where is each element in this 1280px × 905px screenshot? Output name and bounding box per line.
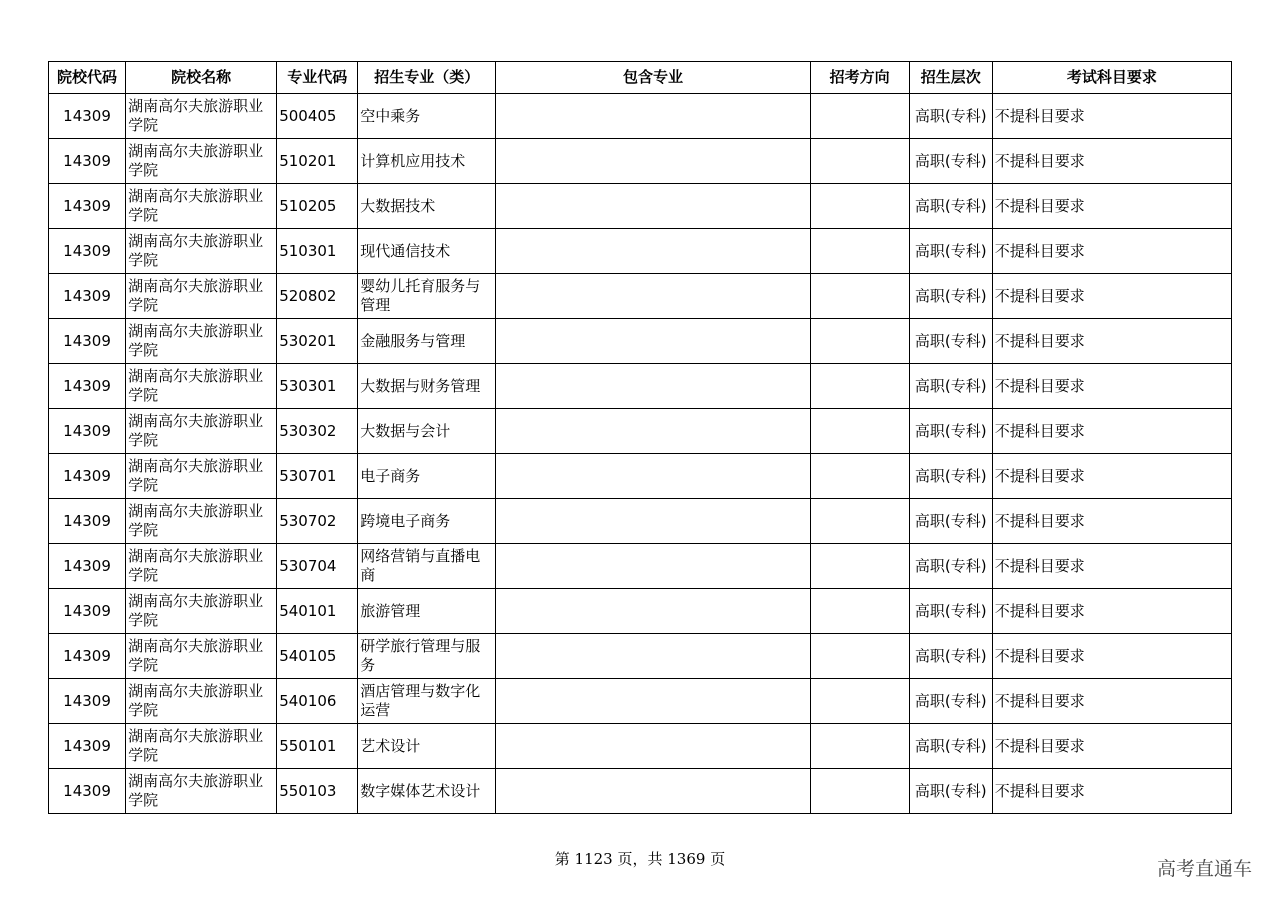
cell-school-name: 湖南高尔夫旅游职业学院	[126, 139, 277, 184]
cell-subject-requirement: 不提科目要求	[992, 679, 1231, 724]
cell-school-code: 14309	[49, 274, 126, 319]
cell-school-name: 湖南高尔夫旅游职业学院	[126, 319, 277, 364]
cell-level: 高职(专科)	[909, 364, 992, 409]
cell-major: 电子商务	[358, 454, 496, 499]
cell-subject-requirement: 不提科目要求	[992, 589, 1231, 634]
cell-included-majors	[496, 364, 810, 409]
cell-level: 高职(专科)	[909, 544, 992, 589]
cell-subject-requirement: 不提科目要求	[992, 319, 1231, 364]
cell-major: 数字媒体艺术设计	[358, 769, 496, 814]
cell-level: 高职(专科)	[909, 319, 992, 364]
cell-school-code: 14309	[49, 184, 126, 229]
cell-included-majors	[496, 229, 810, 274]
cell-school-code: 14309	[49, 679, 126, 724]
cell-school-name: 湖南高尔夫旅游职业学院	[126, 724, 277, 769]
cell-major-code: 540106	[277, 679, 358, 724]
cell-school-name: 湖南高尔夫旅游职业学院	[126, 634, 277, 679]
cell-major-code: 550103	[277, 769, 358, 814]
cell-major-code: 540101	[277, 589, 358, 634]
cell-major-code: 530704	[277, 544, 358, 589]
cell-included-majors	[496, 634, 810, 679]
cell-subject-requirement: 不提科目要求	[992, 274, 1231, 319]
cell-school-name: 湖南高尔夫旅游职业学院	[126, 229, 277, 274]
cell-school-code: 14309	[49, 499, 126, 544]
page-number: 第 1123 页，共 1369 页	[554, 850, 726, 868]
cell-included-majors	[496, 274, 810, 319]
cell-major: 网络营销与直播电商	[358, 544, 496, 589]
cell-major: 艺术设计	[358, 724, 496, 769]
cell-included-majors	[496, 184, 810, 229]
cell-major: 旅游管理	[358, 589, 496, 634]
cell-major-code: 510205	[277, 184, 358, 229]
cell-school-name: 湖南高尔夫旅游职业学院	[126, 94, 277, 139]
table-row	[49, 454, 1232, 499]
cell-direction	[810, 454, 909, 499]
cell-major-code: 530201	[277, 319, 358, 364]
table-row	[49, 364, 1232, 409]
cell-subject-requirement: 不提科目要求	[992, 364, 1231, 409]
cell-level: 高职(专科)	[909, 769, 992, 814]
cell-major-code: 530301	[277, 364, 358, 409]
cell-level: 高职(专科)	[909, 274, 992, 319]
cell-included-majors	[496, 139, 810, 184]
cell-level: 高职(专科)	[909, 499, 992, 544]
cell-direction	[810, 229, 909, 274]
cell-school-code: 14309	[49, 229, 126, 274]
cell-school-code: 14309	[49, 769, 126, 814]
cell-school-name: 湖南高尔夫旅游职业学院	[126, 679, 277, 724]
cell-school-code: 14309	[49, 724, 126, 769]
cell-level: 高职(专科)	[909, 589, 992, 634]
cell-level: 高职(专科)	[909, 139, 992, 184]
cell-direction	[810, 274, 909, 319]
cell-major-code: 510301	[277, 229, 358, 274]
cell-major-code: 530701	[277, 454, 358, 499]
header-row	[49, 62, 1232, 94]
cell-major: 大数据技术	[358, 184, 496, 229]
cell-level: 高职(专科)	[909, 229, 992, 274]
table-row	[49, 139, 1232, 184]
cell-direction	[810, 679, 909, 724]
cell-level: 高职(专科)	[909, 184, 992, 229]
cell-included-majors	[496, 409, 810, 454]
cell-school-code: 14309	[49, 454, 126, 499]
cell-school-code: 14309	[49, 139, 126, 184]
cell-direction	[810, 364, 909, 409]
table-row	[49, 274, 1232, 319]
cell-direction	[810, 139, 909, 184]
cell-subject-requirement: 不提科目要求	[992, 544, 1231, 589]
cell-included-majors	[496, 454, 810, 499]
header-major-code: 专业代码	[277, 62, 358, 94]
cell-direction	[810, 544, 909, 589]
header-school-code: 院校代码	[49, 62, 126, 94]
cell-direction	[810, 634, 909, 679]
cell-school-code: 14309	[49, 544, 126, 589]
header-school-name: 院校名称	[126, 62, 277, 94]
cell-major: 大数据与会计	[358, 409, 496, 454]
cell-school-name: 湖南高尔夫旅游职业学院	[126, 499, 277, 544]
cell-level: 高职(专科)	[909, 94, 992, 139]
cell-subject-requirement: 不提科目要求	[992, 769, 1231, 814]
cell-subject-requirement: 不提科目要求	[992, 499, 1231, 544]
cell-level: 高职(专科)	[909, 634, 992, 679]
cell-subject-requirement: 不提科目要求	[992, 184, 1231, 229]
header-subject-requirement: 考试科目要求	[992, 62, 1231, 94]
cell-included-majors	[496, 679, 810, 724]
cell-major-code: 520802	[277, 274, 358, 319]
table-row	[49, 679, 1232, 724]
cell-major: 跨境电子商务	[358, 499, 496, 544]
cell-subject-requirement: 不提科目要求	[992, 454, 1231, 499]
cell-subject-requirement: 不提科目要求	[992, 724, 1231, 769]
table-row	[49, 769, 1232, 814]
cell-major-code: 510201	[277, 139, 358, 184]
cell-included-majors	[496, 94, 810, 139]
cell-level: 高职(专科)	[909, 679, 992, 724]
cell-direction	[810, 724, 909, 769]
cell-level: 高职(专科)	[909, 724, 992, 769]
cell-school-code: 14309	[49, 94, 126, 139]
cell-school-name: 湖南高尔夫旅游职业学院	[126, 409, 277, 454]
cell-school-code: 14309	[49, 634, 126, 679]
cell-major: 婴幼儿托育服务与管理	[358, 274, 496, 319]
cell-major-code: 540105	[277, 634, 358, 679]
cell-major: 空中乘务	[358, 94, 496, 139]
cell-major: 大数据与财务管理	[358, 364, 496, 409]
cell-school-code: 14309	[49, 319, 126, 364]
cell-level: 高职(专科)	[909, 454, 992, 499]
cell-school-code: 14309	[49, 364, 126, 409]
cell-subject-requirement: 不提科目要求	[992, 94, 1231, 139]
watermark: 高考直通车	[1156, 858, 1252, 880]
table-row	[49, 409, 1232, 454]
cell-major-code: 500405	[277, 94, 358, 139]
cell-direction	[810, 589, 909, 634]
cell-direction	[810, 409, 909, 454]
cell-direction	[810, 319, 909, 364]
cell-major-code: 530302	[277, 409, 358, 454]
header-level: 招生层次	[909, 62, 992, 94]
cell-subject-requirement: 不提科目要求	[992, 409, 1231, 454]
cell-major: 研学旅行管理与服务	[358, 634, 496, 679]
cell-included-majors	[496, 544, 810, 589]
cell-major: 金融服务与管理	[358, 319, 496, 364]
cell-direction	[810, 94, 909, 139]
table-row	[49, 544, 1232, 589]
table-row	[49, 589, 1232, 634]
cell-school-name: 湖南高尔夫旅游职业学院	[126, 454, 277, 499]
table-row	[49, 634, 1232, 679]
cell-school-name: 湖南高尔夫旅游职业学院	[126, 589, 277, 634]
table-row	[49, 94, 1232, 139]
cell-included-majors	[496, 319, 810, 364]
cell-school-name: 湖南高尔夫旅游职业学院	[126, 184, 277, 229]
cell-school-code: 14309	[49, 589, 126, 634]
table-row	[49, 724, 1232, 769]
cell-major: 现代通信技术	[358, 229, 496, 274]
cell-major-code: 550101	[277, 724, 358, 769]
header-major: 招生专业（类）	[358, 62, 496, 94]
cell-school-code: 14309	[49, 409, 126, 454]
cell-direction	[810, 184, 909, 229]
cell-major-code: 530702	[277, 499, 358, 544]
cell-school-name: 湖南高尔夫旅游职业学院	[126, 274, 277, 319]
cell-direction	[810, 499, 909, 544]
cell-subject-requirement: 不提科目要求	[992, 634, 1231, 679]
table-row	[49, 184, 1232, 229]
enrollment-table	[48, 61, 1232, 814]
cell-subject-requirement: 不提科目要求	[992, 229, 1231, 274]
cell-direction	[810, 769, 909, 814]
cell-major: 计算机应用技术	[358, 139, 496, 184]
cell-included-majors	[496, 589, 810, 634]
cell-subject-requirement: 不提科目要求	[992, 139, 1231, 184]
table-row	[49, 319, 1232, 364]
cell-included-majors	[496, 499, 810, 544]
header-direction: 招考方向	[810, 62, 909, 94]
cell-school-name: 湖南高尔夫旅游职业学院	[126, 769, 277, 814]
table-row	[49, 499, 1232, 544]
cell-school-name: 湖南高尔夫旅游职业学院	[126, 544, 277, 589]
table-row	[49, 229, 1232, 274]
cell-level: 高职(专科)	[909, 409, 992, 454]
cell-included-majors	[496, 724, 810, 769]
header-included-majors: 包含专业	[496, 62, 810, 94]
cell-school-name: 湖南高尔夫旅游职业学院	[126, 364, 277, 409]
cell-included-majors	[496, 769, 810, 814]
cell-major: 酒店管理与数字化运营	[358, 679, 496, 724]
